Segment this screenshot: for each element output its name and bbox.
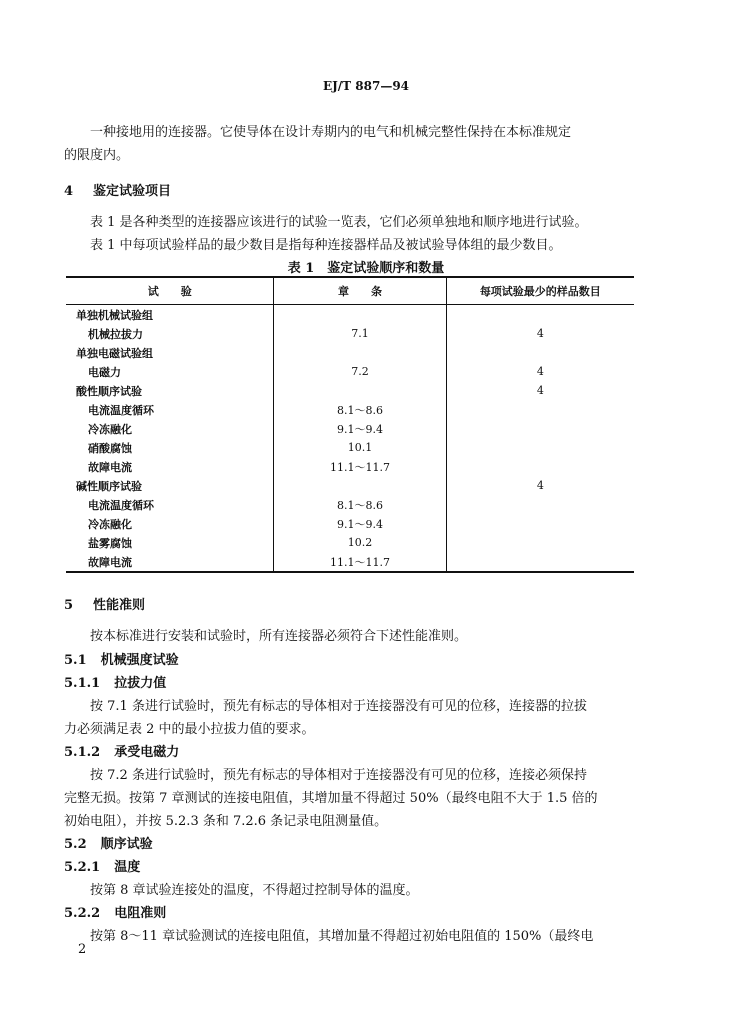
test-cell: 碱性顺序试验 [66,476,274,495]
table-row [66,343,634,362]
section-5-paragraph: 按本标准进行安装和试验时，所有连接器必须符合下述性能准则。 [90,629,468,644]
section-4-heading [64,180,171,199]
clause-cell [274,343,446,362]
section-4-paragraph-1: 表 1 是各种类型的连接器应该进行的试验一览表，它们必须单独地和顺序地进行试验。 [90,215,588,230]
section-number: 5.2.1 [64,860,101,875]
section-title: 机械强度试验 [100,653,179,668]
header-test: 试 验 [66,277,274,305]
clause-cell: 10.1 [274,438,446,457]
count-cell: 4 [446,362,634,381]
table-row [66,533,634,552]
section-title: 承受电磁力 [114,745,180,760]
section-number: 5.1.2 [64,745,101,760]
table-row [66,552,634,572]
table-row [66,419,634,438]
subsection-5-1-2-line-1: 按 7.2 条进行试验时，预先有标志的导体相对于连接器没有可见的位移，连接必须保持 [90,768,587,783]
subsection-5-1-2-line-3: 初始电阻），并按 5.2.3 条和 7.2.6 条记录电阻测量值。 [64,814,388,829]
count-cell [446,495,634,514]
table-row [66,476,634,495]
test-cell: 酸性顺序试验 [66,381,274,400]
section-number: 5.2 [64,837,87,852]
test-cell: 冷冻融化 [66,514,274,533]
count-cell: 4 [446,324,634,343]
test-cell: 电流温度循环 [66,400,274,419]
count-cell [446,457,634,476]
clause-cell: 8.1～8.6 [274,495,446,514]
table-row [66,495,634,514]
clause-cell: 7.2 [274,362,446,381]
clause-cell [274,381,446,400]
table-row [66,305,634,325]
section-5-heading [64,594,145,613]
clause-cell [274,305,446,325]
section-title: 性能准则 [93,598,146,613]
clause-cell: 7.1 [274,324,446,343]
table-row [66,381,634,400]
section-title: 鉴定试验项目 [93,184,172,199]
count-cell [446,438,634,457]
section-title: 顺序试验 [100,837,153,852]
section-title: 温度 [114,860,141,875]
document-header: EJ/T 887—94 [322,79,410,93]
section-number: 5 [64,598,74,613]
header-sample-count: 每项试验最少的样品数目 [446,277,634,305]
section-number: 5.1.1 [64,676,101,691]
test-cell: 冷冻融化 [66,419,274,438]
clause-cell: 11.1～11.7 [274,552,446,572]
subsection-5-1-1-line-1: 按 7.1 条进行试验时，预先有标志的导体相对于连接器没有可见的位移，连接器的拉拔 [90,699,587,714]
clause-cell: 11.1～11.7 [274,457,446,476]
count-cell [446,400,634,419]
table-row [66,400,634,419]
subsection-5-1-2-heading [64,741,179,760]
qualification-test-table [66,276,634,573]
section-4-paragraph-2: 表 1 中每项试验样品的最少数目是指每种连接器样品及被试验导体组的最少数目。 [90,238,562,253]
section-title: 电阻准则 [114,906,167,921]
table-row [66,362,634,381]
subsection-5-2-heading [64,833,153,852]
section-number: 5.1 [64,653,87,668]
count-cell [446,552,634,572]
section-title: 拉拔力值 [114,676,167,691]
count-cell [446,533,634,552]
table-row [66,457,634,476]
count-cell: 4 [446,381,634,400]
intro-line-1: 一种接地用的连接器。它使导体在设计寿期内的电气和机械完整性保持在本标准规定 [90,125,572,140]
subsection-5-2-1-heading [64,856,140,875]
test-cell: 电流温度循环 [66,495,274,514]
test-cell: 故障电流 [66,457,274,476]
table-header-row [66,277,634,305]
subsection-5-1-2-line-2: 完整无损。按第 7 章测试的连接电阻值，其增加量不得超过 50%（最终电阻不大于 1.5 倍的 [64,791,598,806]
clause-cell: 9.1～9.4 [274,419,446,438]
clause-cell [274,476,446,495]
test-cell: 硝酸腐蚀 [66,438,274,457]
table-row [66,324,634,343]
test-cell: 机械拉拔力 [66,324,274,343]
table-row [66,514,634,533]
page-number: 2 [78,942,87,957]
count-cell [446,514,634,533]
subsection-5-1-heading [64,649,179,668]
section-number: 5.2.2 [64,906,101,921]
subsection-5-2-2-line-1: 按第 8～11 章试验测试的连接电阻值，其增加量不得超过初始电阻值的 150%（最终电 [90,929,594,944]
section-number: 4 [64,184,74,199]
count-cell [446,343,634,362]
clause-cell: 9.1～9.4 [274,514,446,533]
clause-cell: 10.2 [274,533,446,552]
table-caption: 表 1 鉴定试验顺序和数量 [287,261,445,276]
test-cell: 单独电磁试验组 [66,343,274,362]
intro-line-2: 的限度内。 [64,148,130,163]
test-cell: 单独机械试验组 [66,305,274,325]
test-cell: 盐雾腐蚀 [66,533,274,552]
count-cell [446,419,634,438]
count-cell [446,305,634,325]
test-cell: 故障电流 [66,552,274,572]
clause-cell: 8.1～8.6 [274,400,446,419]
subsection-5-1-1-heading [64,672,166,691]
subsection-5-1-1-line-2: 力必须满足表 2 中的最小拉拔力值的要求。 [64,722,315,737]
table-row [66,438,634,457]
subsection-5-2-1-line-1: 按第 8 章试验连接处的温度，不得超过控制导体的温度。 [90,883,419,898]
count-cell: 4 [446,476,634,495]
test-cell: 电磁力 [66,362,274,381]
subsection-5-2-2-heading [64,902,166,921]
header-clause: 章 条 [274,277,446,305]
